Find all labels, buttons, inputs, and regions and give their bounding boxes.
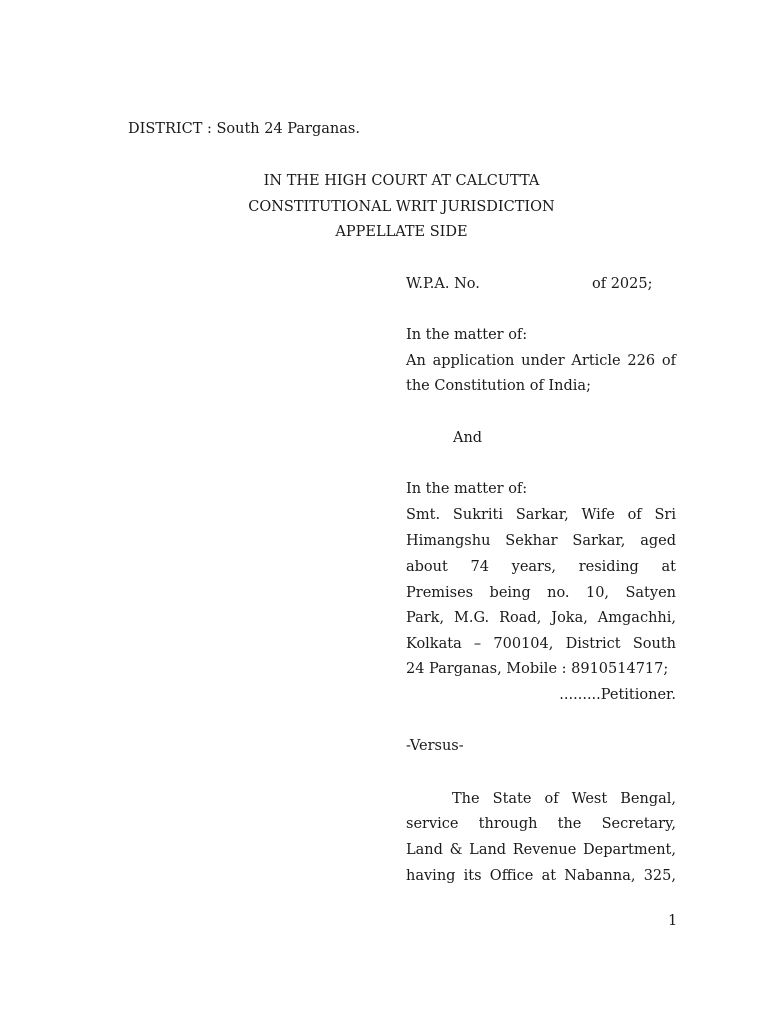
petitioner-line: about 74 years, residing at — [406, 559, 676, 575]
matter-heading-2: In the matter of: — [406, 481, 528, 497]
matter-line: An application under Article 226 of — [406, 353, 676, 369]
side: APPELLATE SIDE — [335, 224, 468, 240]
respondent-line: service through the Secretary, — [406, 816, 676, 832]
conjunction-and: And — [453, 430, 483, 446]
wpa-label: W.P.A. No. — [406, 276, 480, 292]
petitioner-line: Smt. Sukriti Sarkar, Wife of Sri — [406, 507, 676, 523]
page-number: 1 — [668, 913, 678, 929]
district-header: DISTRICT : South 24 Parganas. — [128, 121, 360, 137]
respondent-line: Land & Land Revenue Department, — [406, 842, 676, 858]
petitioner-line: Park, M.G. Road, Joka, Amgachhi, — [406, 610, 676, 626]
matter-heading-1: In the matter of: — [406, 327, 528, 343]
petitioner-line: 24 Parganas, Mobile : 8910514717; — [406, 661, 669, 677]
court-name: IN THE HIGH COURT AT CALCUTTA — [263, 173, 540, 189]
jurisdiction: CONSTITUTIONAL WRIT JURISDICTION — [248, 199, 555, 215]
respondent-line: The State of West Bengal, — [452, 791, 676, 807]
matter-line: the Constitution of India; — [406, 378, 591, 394]
petitioner-role: .........Petitioner. — [559, 687, 676, 703]
case-year: of 2025; — [592, 276, 653, 292]
petitioner-line: Premises being no. 10, Satyen — [406, 585, 676, 601]
petitioner-line: Himangshu Sekhar Sarkar, aged — [406, 533, 676, 549]
versus: -Versus- — [406, 738, 464, 754]
petitioner-line: Kolkata – 700104, District South — [406, 636, 676, 652]
respondent-line: having its Office at Nabanna, 325, — [406, 868, 676, 884]
